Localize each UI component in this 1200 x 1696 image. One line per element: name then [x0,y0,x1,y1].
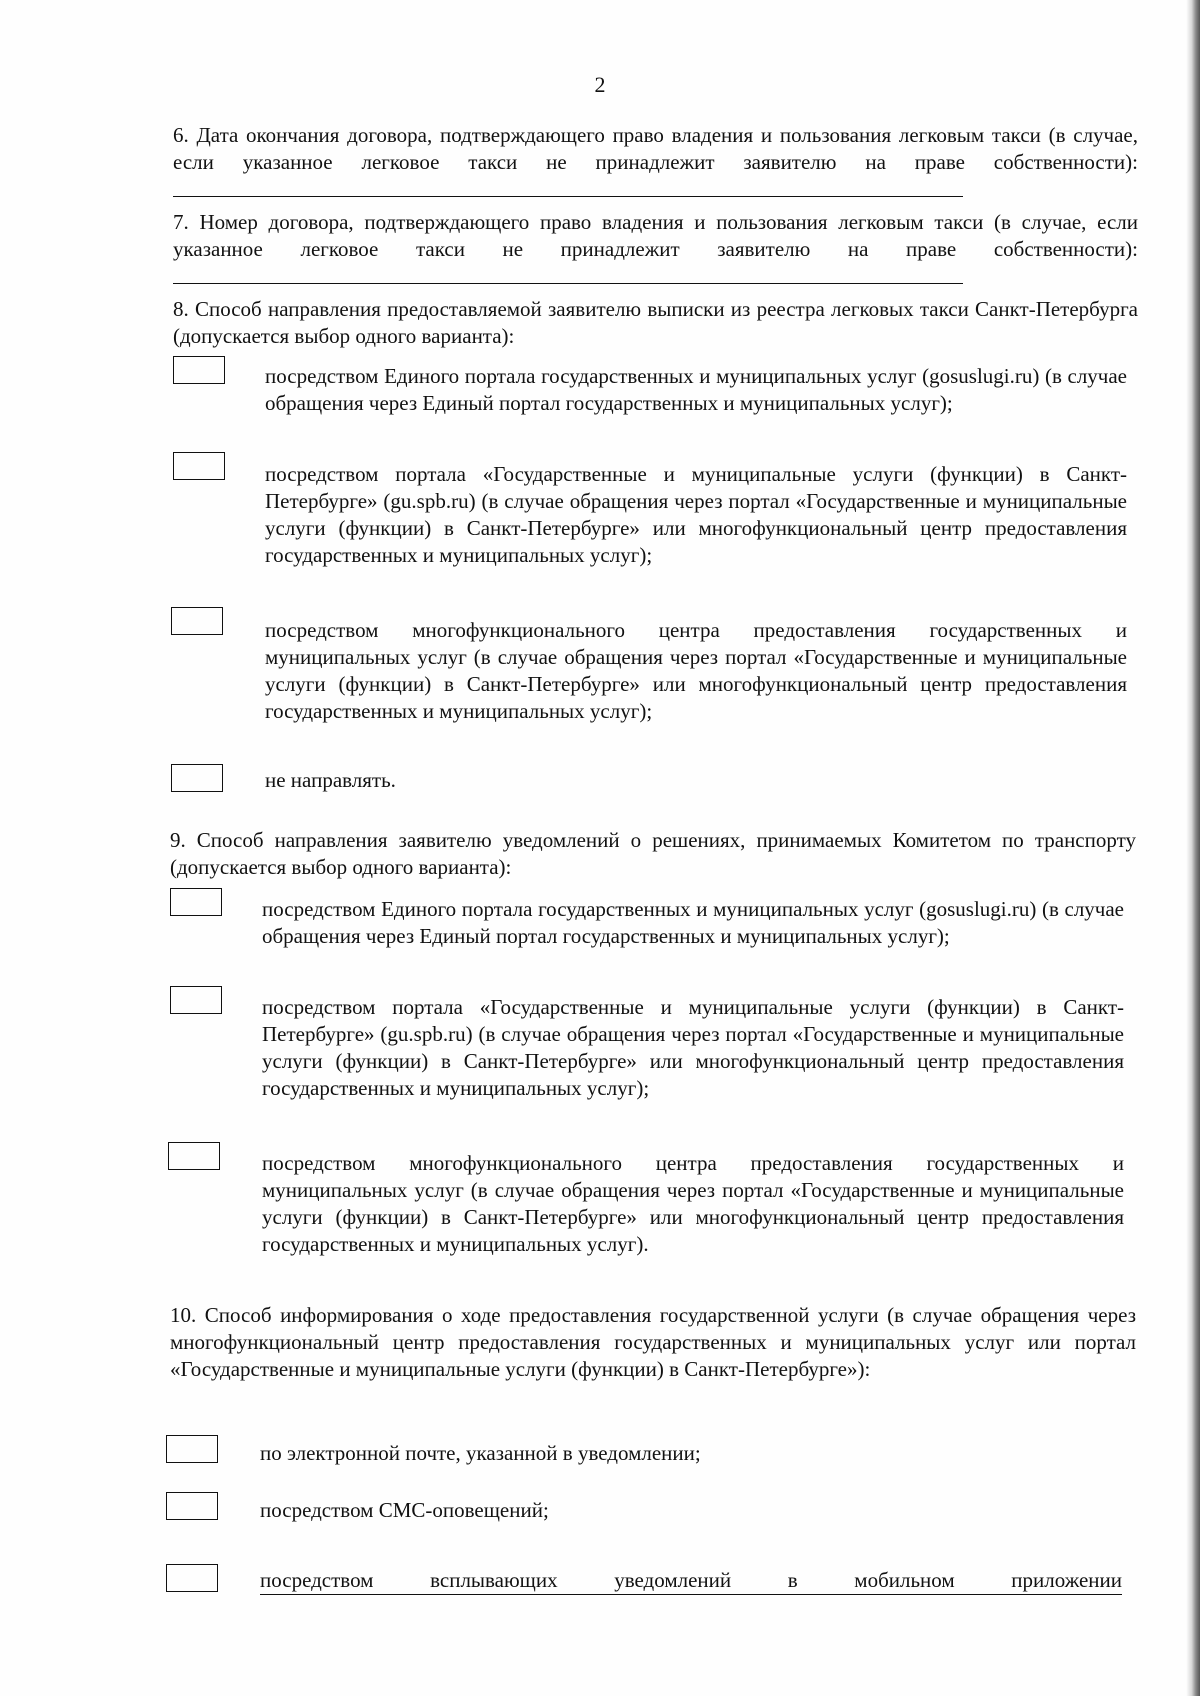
item-9-option-1-checkbox[interactable] [170,888,222,916]
item-10-option-2-text: посредством СМС-оповещений; [260,1498,549,1522]
item-10-option-3-word-4: в [787,1568,798,1592]
item-9-option-1-text: посредством Единого портала государственных и муниципальных услуг (gosuslugi.ru) (в случае обращения через Единый портал государственных и муниципальных услуг); [262,897,1124,948]
item-8-option-4-checkbox[interactable] [171,764,223,792]
item-10-option-1-text: по электронной почте, указанной в уведомлении; [260,1441,701,1465]
item-10-option-3-word-2: всплывающих [430,1568,558,1592]
item-10-option-2-checkbox[interactable] [166,1492,218,1520]
item-10-option-3-word-3: уведомлений [614,1568,732,1592]
item-8-option-2-checkbox[interactable] [173,452,225,480]
item-10-option-3-checkbox[interactable] [166,1564,218,1592]
item-7-fill-line[interactable] [173,263,963,284]
item-8-option-1-checkbox[interactable] [173,356,225,384]
item-9-text: 9. Способ направления заявителю уведомлений о решениях, принимаемых Комитетом по транспорту (допускается выбор одного варианта): [170,828,1136,879]
item-9-option-3-text: посредством многофункционального центра предоставления государственных и муниципальных услуг (в случае обращения через портал «Государственные и муниципальные услуги (функции) в Санкт-Петербурге» или многофункциональный центр предоставления государственных и муниципальных услуг). [262,1151,1124,1256]
item-10-option-1-checkbox[interactable] [166,1435,218,1463]
page-number: 2 [594,72,606,97]
item-8-option-3-checkbox[interactable] [171,607,223,635]
item-8-option-1-text: посредством Единого портала государственных и муниципальных услуг (gosuslugi.ru) (в случае обращения через Единый портал государственных и муниципальных услуг); [265,364,1127,415]
item-8-text: 8. Способ направления предоставляемой заявителю выписки из реестра легковых такси Санкт-Петербурга (допускается выбор одного варианта): [173,297,1138,348]
item-10-option-3-text [260,1567,1122,1595]
item-9-option-2-checkbox[interactable] [170,986,222,1014]
item-6-fill-line[interactable] [173,176,963,197]
item-8-option-4-text: не направлять. [265,768,396,792]
item-10-option-3-word-1: посредством [260,1568,374,1592]
item-8-option-3-text: посредством многофункционального центра предоставления государственных и муниципальных услуг (в случае обращения через портал «Государственные и муниципальные услуги (функции) в Санкт-Петербурге» или многофункциональный центр предоставления государственных и муниципальных услуг); [265,618,1127,723]
item-8-option-2-text: посредством портала «Государственные и муниципальные услуги (функции) в Санкт-Петербурге» (gu.spb.ru) (в случае обращения через портал «Государственные и муниципальные услуги (функции) в Санкт-Петербурге» или многофункциональный центр предоставления государственных и муниципальных услуг); [265,462,1127,567]
item-6-label: 6. Дата окончания договора, подтверждающего право владения и пользования легковым такси (в случае, если указанное легковое такси не принадлежит заявителю на праве собственности): [173,123,1138,174]
item-10-text: 10. Способ информирования о ходе предоставления государственной услуги (в случае обращения через многофункциональный центр предоставления государственных и муниципальных услуг или портал «Государственные и муниципальные услуги (функции) в Санкт-Петербурге»): [170,1303,1136,1381]
scan-edge [1186,0,1200,1696]
item-7-text [173,209,1138,291]
item-9-option-3-checkbox[interactable] [168,1142,220,1170]
item-6-text [173,122,1138,204]
item-10-option-3-word-5: мобильном [854,1568,955,1592]
item-7-label: 7. Номер договора, подтверждающего право владения и пользования легковым такси (в случае, если указанное легковое такси не принадлежит заявителю на праве собственности): [173,210,1138,261]
item-9-option-2-text: посредством портала «Государственные и муниципальные услуги (функции) в Санкт-Петербурге» (gu.spb.ru) (в случае обращения через портал «Государственные и муниципальные услуги (функции) в Санкт-Петербурге» или многофункциональный центр предоставления государственных и муниципальных услуг); [262,995,1124,1100]
item-10-option-3-word-6: приложении [1011,1568,1122,1592]
